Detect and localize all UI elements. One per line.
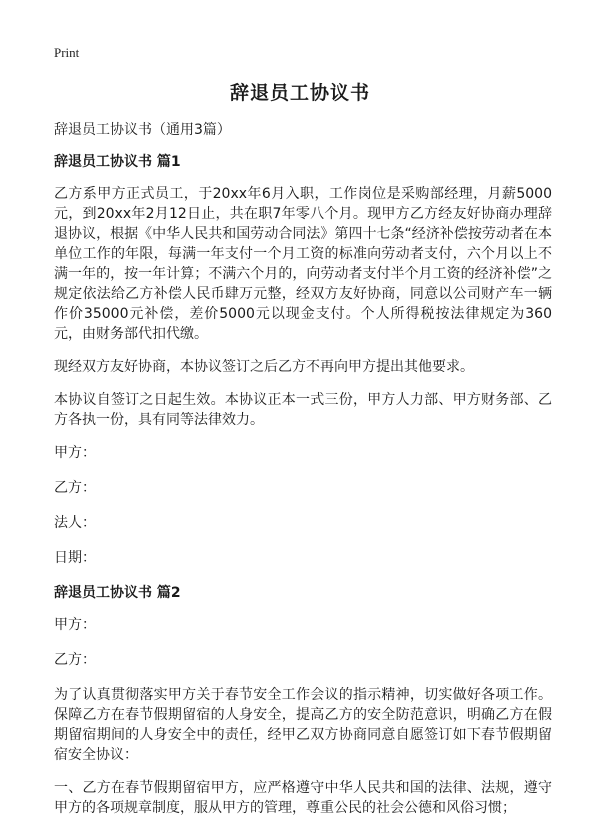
- section-1-paragraph-3: 本协议自签订之日起生效。本协议正本一式三份，甲方人力部、甲方财务部、乙方各执一份，具有同等法律效力。: [54, 392, 552, 428]
- party-b-field: 乙方：: [54, 480, 96, 496]
- document-title: 辞退员工协议书: [229, 82, 370, 104]
- section-1-paragraph-1: 乙方系甲方正式员工，于20xx年6月入职，工作岗位是采购部经理，月薪5000元，到20xx年2月12日止，共在职7年零八个月。现甲方乙方经友好协商办理辞退协议，根据《中华人民共和国劳动合同法》第四十七条“经济补偿按劳动者在本单位工作的年限，每满一年支付一个月工资的标准向劳动者支付，六个月以上不满一年的，按一年计算；不满六个月的，向劳动者支付半个月工资的经济补偿”之规定依法给乙方补偿人民币肆万元整，经双方友好协商，同意以公司财产车一辆作价35000元补偿，差价5000元以现金支付。个人所得税按法律规定为360元，由财务部代扣代缴。: [54, 186, 552, 342]
- section-2-paragraph-2: 一、乙方在春节假期留宿甲方，应严格遵守中华人民共和国的法律、法规，遵守甲方的各项规章制度，服从甲方的管理，尊重公民的社会公德和风俗习惯；: [54, 780, 552, 816]
- section-2-party-a-field: 甲方：: [54, 617, 96, 633]
- print-link[interactable]: Print: [54, 45, 80, 60]
- document-body: [54, 120, 552, 828]
- section-2-party-b-field: 乙方：: [54, 652, 96, 668]
- section-2-heading: 辞退员工协议书 篇2: [54, 585, 181, 601]
- section-1-paragraph-2: 现经双方友好协商，本协议签订之后乙方不再向甲方提出其他要求。: [54, 359, 474, 375]
- section-1-heading: 辞退员工协议书 篇1: [54, 154, 181, 170]
- date-field: 日期：: [54, 550, 96, 566]
- legal-person-field: 法人：: [54, 515, 96, 531]
- document-subtitle: 辞退员工协议书（通用3篇）: [54, 122, 231, 138]
- party-a-field: 甲方：: [54, 445, 96, 461]
- section-2-paragraph-1: 为了认真贯彻落实甲方关于春节安全工作会议的指示精神，切实做好各项工作。保障乙方在春节假期留宿的人身安全，提高乙方的安全防范意识，明确乙方在假期留宿期间的人身安全中的责任，经甲乙双方协商同意自愿签订如下春节假期留宿安全协议：: [54, 687, 552, 763]
